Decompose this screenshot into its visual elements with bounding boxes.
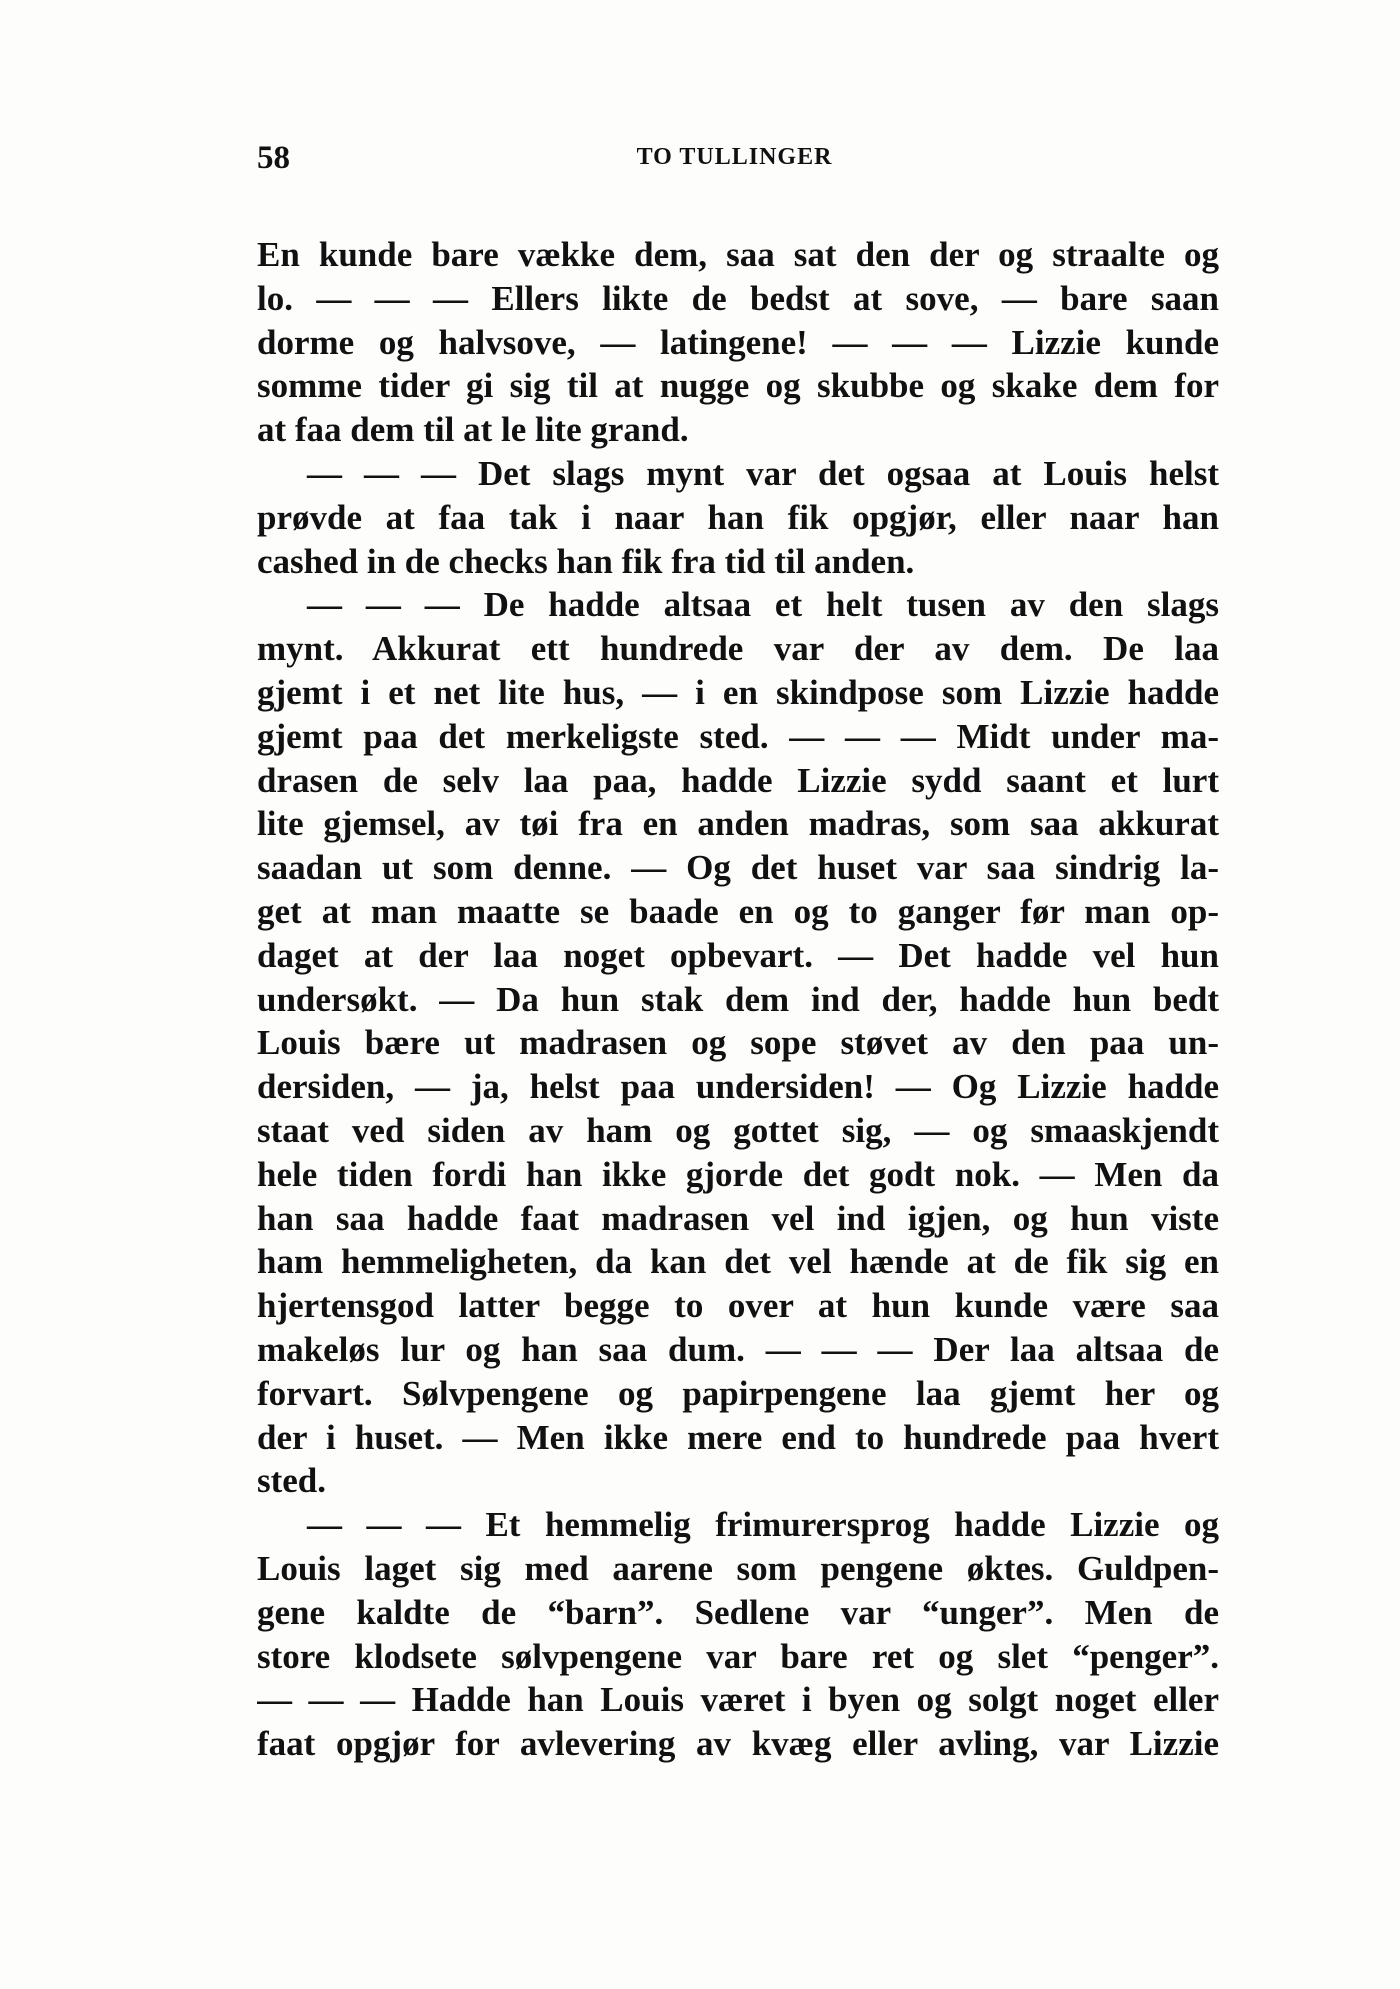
text-line: gjemt i et net lite hus, — i en skindpose som Lizzie hadde	[257, 672, 1219, 712]
text-line: faat opgjør for avlevering av kvæg eller avling, var Lizzie	[257, 1724, 1219, 1764]
text-line: at faa dem til at le lite grand.	[257, 410, 689, 450]
text-line: — — — Et hemmelig frimurersprog hadde Lizzie og	[307, 1505, 1219, 1545]
text-line: mynt. Akkurat ett hundrede var der av dem. De laa	[257, 629, 1219, 669]
text-line: get at man maatte se baade en og to ganger før man op-	[257, 891, 1219, 931]
text-line: gene kaldte de “barn”. Sedlene var “unger”. Men de	[257, 1592, 1219, 1632]
text-line: lite gjemsel, av tøi fra en anden madras, som saa akkurat	[257, 804, 1219, 844]
text-line: makeløs lur og han saa dum. — — — Der laa altsaa de	[257, 1329, 1219, 1369]
text-line: hjertensgod latter begge to over at hun kunde være saa	[257, 1286, 1219, 1326]
text-line: dorme og halvsove, — latingene! — — — Lizzie kunde	[257, 322, 1219, 362]
body-text	[257, 233, 1219, 1766]
text-line: undersøkt. — Da hun stak dem ind der, hadde hun bedt	[257, 979, 1219, 1019]
text-line: somme tider gi sig til at nugge og skubbe og skake dem for	[257, 366, 1219, 406]
text-line: staat ved siden av ham og gottet sig, — og smaaskjendt	[257, 1110, 1219, 1150]
running-title: TO TULLINGER	[636, 144, 833, 170]
text-line: prøvde at faa tak i naar han fik opgjør, eller naar han	[257, 497, 1219, 537]
text-line: han saa hadde faat madrasen vel ind igjen, og hun viste	[257, 1198, 1219, 1238]
text-line: dersiden, — ja, helst paa undersiden! — Og Lizzie hadde	[257, 1067, 1219, 1107]
text-line: daget at der laa noget opbevart. — Det hadde vel hun	[257, 935, 1219, 975]
text-line: Louis bære ut madrasen og sope støvet av den paa un-	[257, 1023, 1219, 1063]
text-line: — — — Hadde han Louis været i byen og solgt noget eller	[257, 1680, 1219, 1720]
text-line: Louis laget sig med aarene som pengene øktes. Guldpen-	[257, 1548, 1219, 1588]
text-line: En kunde bare vække dem, saa sat den der og straalte og	[257, 235, 1219, 274]
page-number: 58	[257, 140, 290, 176]
text-line: lo. — — — Ellers likte de bedst at sove, — bare saan	[257, 278, 1219, 318]
text-line: ham hemmeligheten, da kan det vel hænde at de fik sig en	[257, 1242, 1219, 1282]
text-line: store klodsete sølvpengene var bare ret og slet “penger”.	[257, 1636, 1219, 1676]
text-line: gjemt paa det merkeligste sted. — — — Midt under ma-	[257, 716, 1219, 756]
text-line: — — — De hadde altsaa et helt tusen av den slags	[307, 585, 1219, 625]
text-line: cashed in de checks han fik fra tid til anden.	[257, 541, 915, 581]
text-line: hele tiden fordi han ikke gjorde det godt nok. — Men da	[257, 1154, 1219, 1194]
text-line: sted.	[257, 1461, 327, 1501]
text-line: forvart. Sølvpengene og papirpengene laa gjemt her og	[257, 1373, 1219, 1413]
text-line: drasen de selv laa paa, hadde Lizzie sydd saant et lurt	[257, 760, 1219, 800]
text-line: der i huset. — Men ikke mere end to hundrede paa hvert	[257, 1417, 1219, 1457]
text-line: — — — Det slags mynt var det ogsaa at Louis helst	[307, 453, 1219, 493]
running-head	[257, 140, 1212, 190]
text-line: saadan ut som denne. — Og det huset var saa sindrig la-	[257, 848, 1219, 888]
